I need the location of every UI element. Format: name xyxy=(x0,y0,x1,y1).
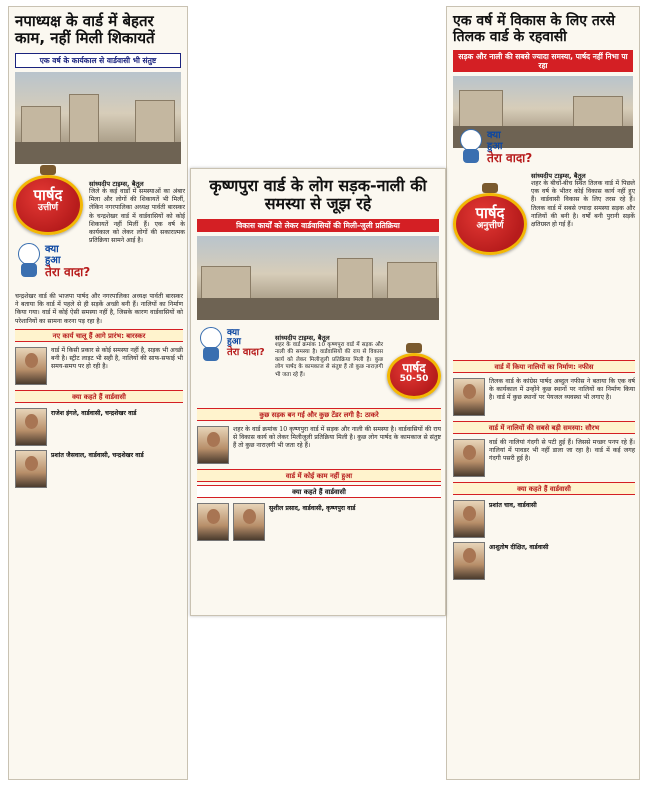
middle-section-3: क्या कहते हैं वार्डवासी xyxy=(197,485,441,498)
middle-section-2: वार्ड में कोई काम नहीं हुआ xyxy=(197,469,441,482)
left-section-2: क्या कहते हैं वार्डवासी xyxy=(15,390,183,403)
left-caption-1: राजेश इंगले, वार्डवासी, चन्द्रशेखर वार्ड xyxy=(51,409,137,417)
middle-byline: सांध्यदीप टाइम्स, बैतूल xyxy=(275,334,330,342)
clipping-right xyxy=(446,6,640,780)
right-question: क्या हुआ तेरा वादा? xyxy=(487,130,533,165)
middle-portrait-3 xyxy=(233,503,265,541)
right-headline: एक वर्ष में विकास के लिए तरसे तिलक वार्ड के रहवासी xyxy=(453,13,616,46)
middle-body-repeat: शहर के वार्ड क्रमांक 10 कृष्णपुरा वार्ड में सड़क और नाली की समस्या है। वार्डवासियों की राय से विकास कार्य को लेकर मिलीजुली प्रतिक्रिया मिली है। कुछ लोग पार्षद के कामकाज से संतुष्ट हैं तो कुछ नाराज़गी भी जता रहे हैं। xyxy=(233,426,441,450)
middle-body: शहर के वार्ड क्रमांक 10 कृष्णपुरा वार्ड में सड़क और नाली की समस्या है। वार्डवासियों की राय से विकास कार्य को लेकर मिलीजुली प्रतिक्रिया मिली है। कुछ लोग पार्षद के कामकाज से संतुष्ट हैं तो कुछ नाराज़गी भी जता रहे हैं। xyxy=(275,342,383,378)
left-portrait-3 xyxy=(15,450,47,488)
right-caption-1: प्रशांत चाव, वार्डवासी xyxy=(489,502,537,509)
left-photo xyxy=(15,72,181,164)
left-mascot-icon xyxy=(15,243,45,277)
left-byline: सांध्यदीप टाइम्स, बैतूल xyxy=(89,180,144,188)
clipping-left xyxy=(8,6,188,780)
right-byline: सांध्यदीप टाइम्स, बैतूल xyxy=(531,172,586,180)
clipping-middle xyxy=(190,168,446,616)
right-portrait-4 xyxy=(453,542,485,580)
right-subhead: सड़क और नाली की सबसे ज्यादा समस्या, पार्षद नहीं निभा पा रहा xyxy=(453,50,633,72)
middle-mascot-icon xyxy=(197,327,227,361)
right-section-2: वार्ड में नालियों की सबसे बड़ी समस्या: सौरभ xyxy=(453,421,635,434)
left-parshad-badge: पार्षद उत्तीर्ण xyxy=(13,175,83,235)
middle-portrait-2 xyxy=(197,503,229,541)
middle-portrait-1 xyxy=(197,426,229,464)
left-body-3: वार्ड में किसी प्रकार से कोई समस्या नहीं है, सड़क भी अच्छी बनी है। स्ट्रीट लाइट भी सही है, नालियों की साफ-सफाई भी समय-समय पर हो रही है। xyxy=(51,346,184,371)
right-parshad-badge: पार्षद अनुत्तीर्ण xyxy=(453,193,527,255)
right-portrait-3 xyxy=(453,500,485,538)
left-body: जिले के कई वार्डों में समस्याओं का अंबार मिला और लोगों की शिकायतें भी मिलीं, लेकिन नगरपालिका अध्यक्ष पार्वती बारस्कर के चन्द्रशेखर वार्ड में वार्डवासियों को कोई शिकायतें नहीं मिलीं हैं। एक वर्ष के कार्यकाल को लेकर लोगों की सकारात्मक प्रतिक्रिया सामने आई है। xyxy=(89,188,185,245)
left-question: क्या हुआ तेरा वादा? xyxy=(45,244,91,279)
middle-parshad-badge: पार्षद 50-50 xyxy=(387,353,441,399)
right-body-2: तिलक वार्ड के कांग्रेस पार्षद अब्दुल नफीस ने बताया कि एक वर्ष के कार्यकाल में उन्होंने कुछ स्थानों पर नालियों का निर्माण किया है। वार्ड में कुछ स्थानों पर पेयजल व्यवस्था भी लगाए है। xyxy=(489,378,635,402)
right-portrait-2 xyxy=(453,439,485,477)
right-body-3: वार्ड की नालियां गंदगी से पटी हुई हैं। जिससे मच्छर पनप रहे हैं। नालियां में पावडर भी नहीं डाला जा रहा है। वार्ड में कई जगह गंदगी पसरी हुई है। xyxy=(489,439,635,463)
right-body: शहर के बीचों-बीच स्थित तिलक वार्ड में पिछले एक वर्ष के भीतर कोई विकास कार्य नहीं हुए हैं। वार्डवासी विकास के लिए तरस रहे हैं। तिलक वार्ड में सबसे ज्यादा समस्या सड़क और नालियों की बनी है। वर्षों बनी पुरानी सड़कें क्षतिग्रस्त हो गई हैं। xyxy=(531,180,635,228)
middle-photo xyxy=(197,236,439,320)
left-body-2: चन्द्रशेखर वार्ड की भाजपा पार्षद और नगरपालिका अध्यक्ष पार्वती बारस्कर ने बताया कि वार्ड में पहले से ही सड़कें अच्छी बनी हैं। नालियों का निर्माण किया गया। वार्ड में कोई ऐसी समस्या नहीं है, जिसके कारण वार्डवासियों को परेशानियों का सामना करना पड़ रहा है। xyxy=(15,293,183,325)
right-section-1: वार्ड में किया नालियों का निर्माण: नफीस xyxy=(453,360,635,373)
middle-section-1: कुछ सड़क बन गई और कुछ टेंडर लगी है: ठाकरे xyxy=(197,408,441,421)
right-caption-2: आशुतोष दीक्षित, वार्डवासी xyxy=(489,544,549,551)
left-headline: नपाध्यक्ष के वार्ड में बेहतर काम, नहीं मिली शिकायतें xyxy=(15,12,155,48)
right-section-3: क्या कहते हैं वार्डवासी xyxy=(453,482,635,495)
left-caption-2: प्रशांत जैसवाल, वार्डवासी, चन्द्रशेखर वार्ड xyxy=(51,451,144,459)
middle-headline: कृष्णपुरा वार्ड के लोग सड़क-नाली की समस्या से जूझ रहे xyxy=(209,176,427,214)
middle-question: क्या हुआ तेरा वादा? xyxy=(227,328,265,358)
right-mascot-icon xyxy=(457,129,487,163)
right-portrait-1 xyxy=(453,378,485,416)
left-subhead: एक वर्ष के कार्यकाल से वार्डवासी भी संतुष्ट xyxy=(15,53,181,68)
left-section-1: नए कार्य चालू हैं आगे प्रारंभ: बारस्कर xyxy=(15,329,183,342)
middle-subhead: विकास कार्यों को लेकर वार्डवासियों की मिली-जुली प्रतिक्रिया xyxy=(197,219,439,232)
left-portrait-2 xyxy=(15,408,47,446)
middle-caption: सुशील प्रसाद, वार्डवासी, कृष्णपुरा वार्ड xyxy=(269,505,356,512)
left-portrait-1 xyxy=(15,347,47,385)
